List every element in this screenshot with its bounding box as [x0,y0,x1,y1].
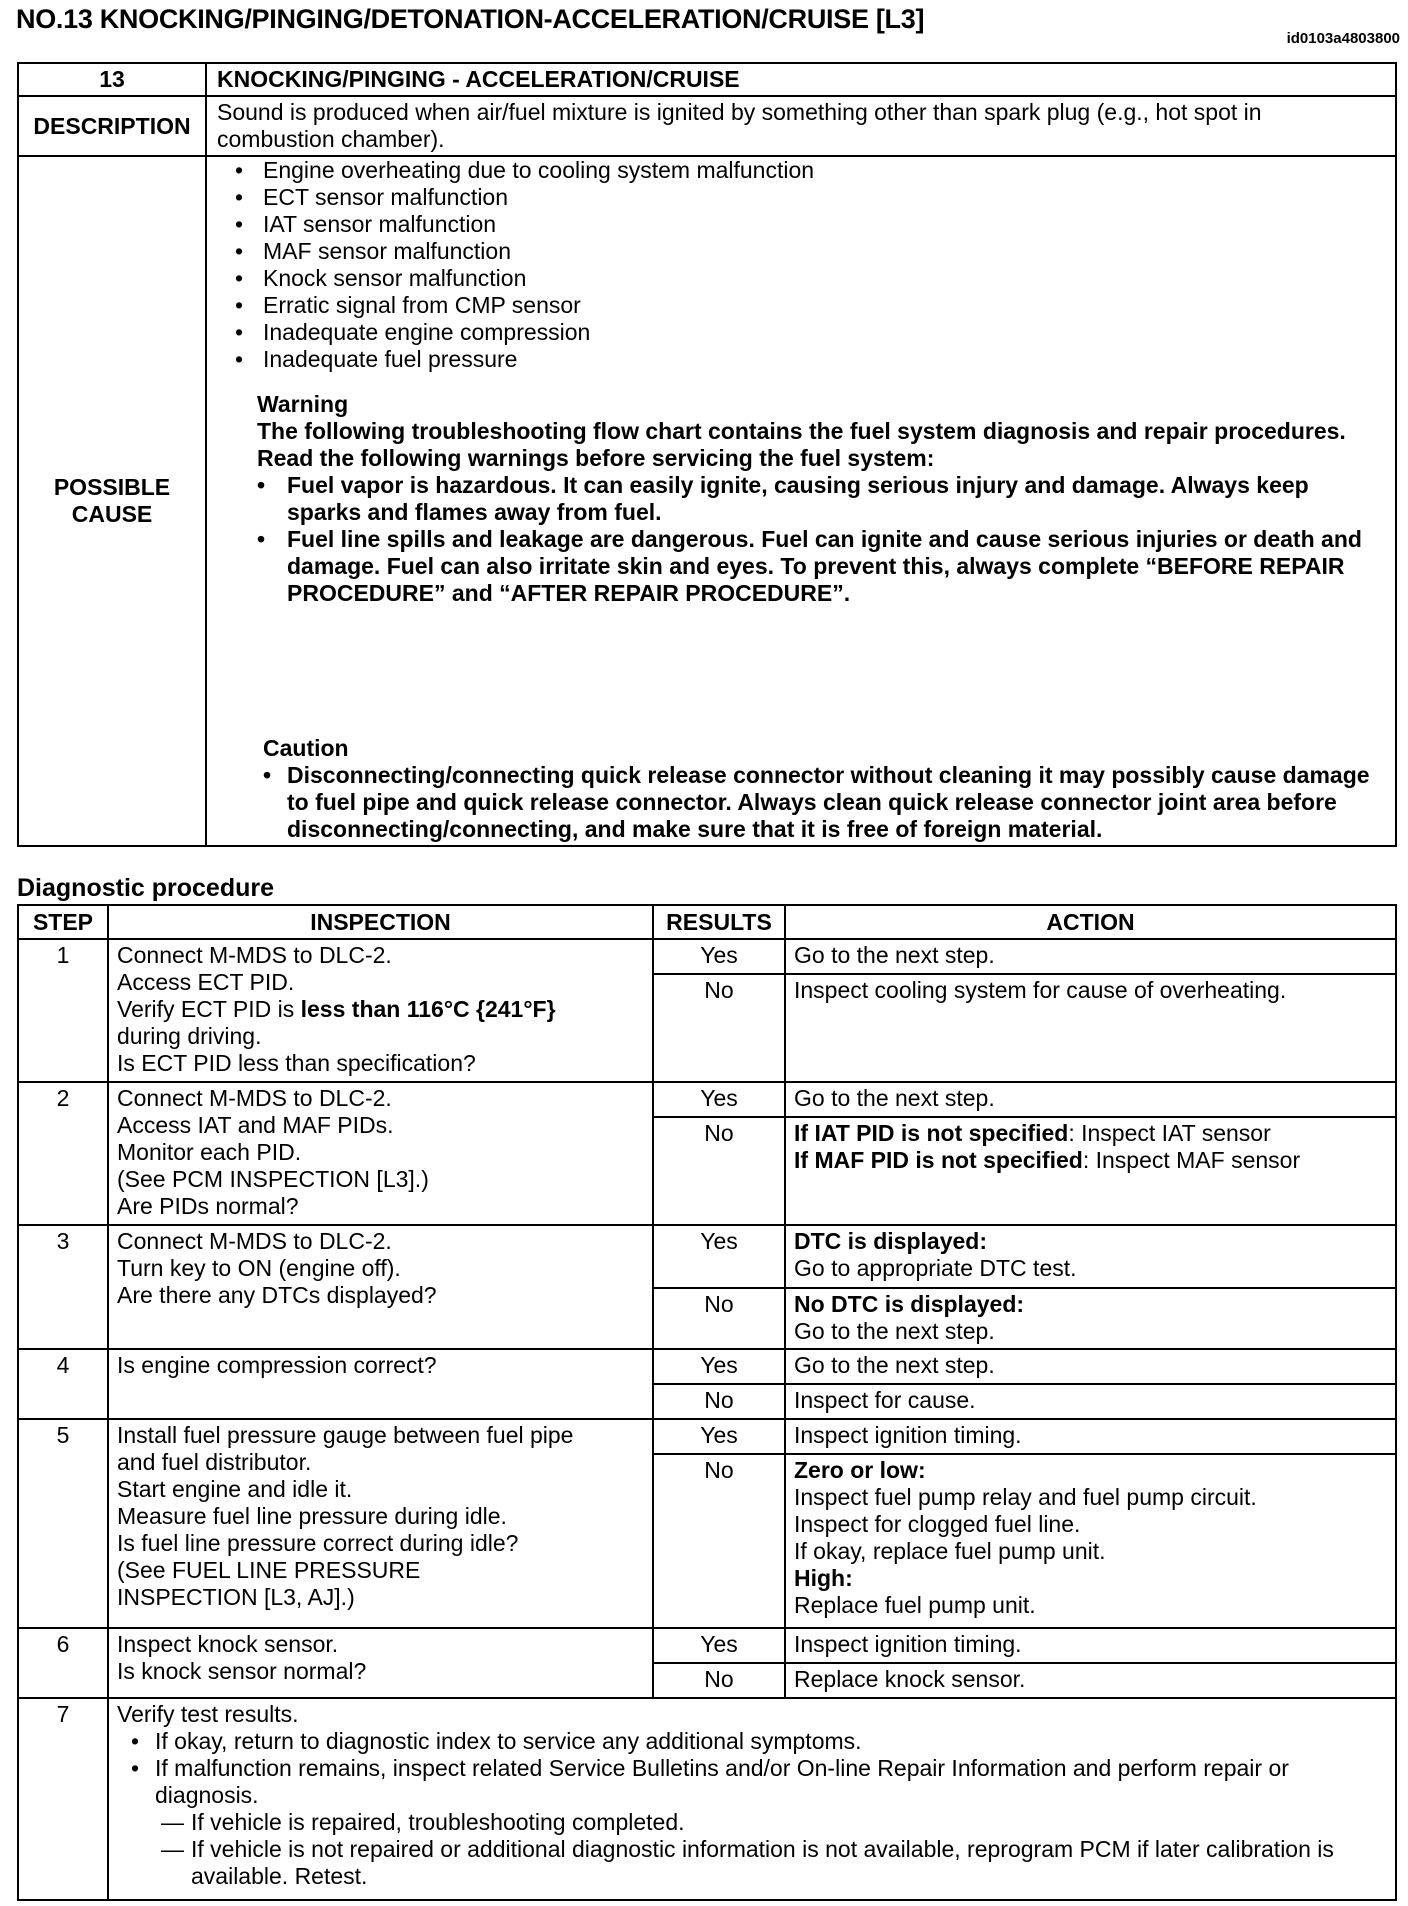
inspection-line: (See PCM INSPECTION [L3].) [117,1166,429,1192]
action-text: If okay, replace fuel pump unit. [794,1538,1106,1564]
step-number: 1 [18,939,108,1082]
result-no: No [653,1663,785,1698]
symptom-summary-table [17,62,1397,847]
action-yes: Go to the next step. [785,1349,1396,1384]
column-header-action: ACTION [785,905,1396,939]
inspection-line: Connect M-MDS to DLC-2. [117,942,392,968]
inspection-line: Are PIDs normal? [117,1193,299,1219]
inspection-line [117,996,644,1023]
step-number: 7 [18,1698,108,1900]
step-inspection [108,1698,1396,1900]
inspection-line: during driving. [117,1023,262,1049]
action-no: Inspect cooling system for cause of overheating. [785,974,1396,1082]
result-no: No [653,1288,785,1349]
inspection-line: INSPECTION [L3, AJ].) [117,1584,355,1610]
caution-title: Caution [263,735,349,761]
inspection-line: Access ECT PID. [117,969,295,995]
column-header-results: RESULTS [653,905,785,939]
result-no: No [653,974,785,1082]
action-text: Inspect for clogged fuel line. [794,1511,1081,1537]
action-condition: No DTC is displayed: [794,1291,1025,1317]
inspection-line: Inspect knock sensor. [117,1631,339,1657]
step-number: 3 [18,1225,108,1349]
result-no: No [653,1454,785,1628]
step-number: 6 [18,1628,108,1698]
action-no: Inspect for cause. [785,1384,1396,1419]
list-item: • MAF sensor malfunction [231,238,1385,265]
action-yes: Inspect ignition timing. [785,1419,1396,1454]
cause-list [231,157,1385,373]
result-no: No [653,1117,785,1225]
step-inspection [108,939,653,1082]
sub-list-item: — If vehicle is repaired, troubleshooting completed. [161,1809,1387,1836]
inspection-text: Verify ECT PID is [117,996,301,1022]
list-item: • ECT sensor malfunction [231,184,1385,211]
warning-bullet: • Fuel line spills and leakage are dangerous. Fuel can ignite and cause serious injuries or death and damage. Fuel can also irritate skin and eyes. To prevent this, always complete “BEFORE REPAIR PROCEDURE” and “AFTER REPAIR PROCEDURE”. [257,526,1385,607]
diagnostic-procedure-title: Diagnostic procedure [17,874,274,902]
action-condition: If IAT PID is not specified [794,1120,1069,1146]
action-yes: Go to the next step. [785,1082,1396,1117]
action-text: Go to appropriate DTC test. [794,1255,1077,1281]
list-item: • If okay, return to diagnostic index to service any additional symptoms. [127,1728,1387,1755]
action-text: Inspect fuel pump relay and fuel pump circuit. [794,1484,1257,1510]
list-item-text: If malfunction remains, inspect related Service Bulletins and/or On-line Repair Information and perform repair or diagnosis. [155,1755,1289,1808]
inspection-line: Connect M-MDS to DLC-2. [117,1228,392,1254]
result-yes: Yes [653,1628,785,1663]
sub-list-item: — If vehicle is not repaired or additional diagnostic information is not available, reprogram PCM if later calibration is available. Retest. [161,1836,1387,1890]
list-item [127,1755,1387,1890]
action-yes: Go to the next step. [785,939,1396,974]
action-condition: High: [794,1565,853,1591]
step-inspection [108,1349,653,1419]
description-text: Sound is produced when air/fuel mixture is ignited by something other than spark plug (e.g., hot spot in combustion chamber). [206,96,1396,156]
list-item: • Erratic signal from CMP sensor [231,292,1385,319]
result-no: No [653,1384,785,1419]
list-item: • Knock sensor malfunction [231,265,1385,292]
possible-cause-label: POSSIBLE CAUSE [18,156,206,846]
result-yes: Yes [653,1225,785,1288]
action-line [794,1120,1387,1147]
action-text: Replace fuel pump unit. [794,1592,1036,1618]
inspection-line: Are there any DTCs displayed? [117,1282,437,1308]
action-no [785,1288,1396,1349]
action-no [785,1117,1396,1225]
inspection-line: Turn key to ON (engine off). [117,1255,401,1281]
description-label: DESCRIPTION [18,96,206,156]
page-title: NO.13 KNOCKING/PINGING/DETONATION-ACCELERATION/CRUISE [L3] [16,4,925,34]
list-item: • IAT sensor malfunction [231,211,1385,238]
inspection-spec: less than 116°C {241°F} [300,996,556,1022]
action-no [785,1454,1396,1628]
action-line [794,1147,1387,1174]
symptom-heading: KNOCKING/PINGING - ACCELERATION/CRUISE [206,63,1396,96]
column-header-inspection: INSPECTION [108,905,653,939]
possible-cause-cell [206,156,1396,846]
inspection-line: Is fuel line pressure correct during idle? [117,1530,519,1556]
warning-title: Warning [257,391,349,417]
result-yes: Yes [653,1419,785,1454]
inspection-line: Connect M-MDS to DLC-2. [117,1085,392,1111]
inspection-line: Install fuel pressure gauge between fuel pipe [117,1422,574,1448]
action-condition: If MAF PID is not specified [794,1147,1083,1173]
inspection-line: Is engine compression correct? [117,1352,437,1378]
document-id: id0103a4803800 [1286,30,1400,47]
action-text: : Inspect IAT sensor [1068,1120,1271,1146]
warning-block [257,391,1385,607]
step-number: 5 [18,1419,108,1628]
inspection-line: and fuel distributor. [117,1449,312,1475]
result-yes: Yes [653,1349,785,1384]
step-number: 2 [18,1082,108,1225]
result-yes: Yes [653,939,785,974]
warning-text: The following troubleshooting flow chart contains the fuel system diagnosis and repair procedures. Read the following warnings before servicing the fuel system: [257,418,1346,471]
caution-block [263,735,1385,843]
inspection-line: Verify test results. [117,1701,299,1727]
caution-bullet: • Disconnecting/connecting quick release connector without cleaning it may possibly cause damage to fuel pipe and quick release connector. Always clean quick release connector joint area before disconnecting/connecting, and make sure that it is free of foreign material. [263,762,1385,843]
step-inspection [108,1419,653,1628]
symptom-number: 13 [18,63,206,96]
warning-bullet: • Fuel vapor is hazardous. It can easily ignite, causing serious injury and damage. Always keep sparks and flames away from fuel. [257,472,1385,526]
step-inspection [108,1225,653,1349]
inspection-line: Is ECT PID less than specification? [117,1050,476,1076]
column-header-step: STEP [18,905,108,939]
action-yes: Inspect ignition timing. [785,1628,1396,1663]
list-item: • Engine overheating due to cooling system malfunction [231,157,1385,184]
step-inspection [108,1628,653,1698]
inspection-line: Access IAT and MAF PIDs. [117,1112,394,1138]
result-yes: Yes [653,1082,785,1117]
list-item: • Inadequate engine compression [231,319,1385,346]
action-text: Go to the next step. [794,1318,995,1344]
diagnostic-procedure-table [17,904,1397,1901]
inspection-line: (See FUEL LINE PRESSURE [117,1557,421,1583]
action-condition: Zero or low: [794,1457,926,1483]
action-yes [785,1225,1396,1288]
inspection-line: Measure fuel line pressure during idle. [117,1503,507,1529]
inspection-line: Start engine and idle it. [117,1476,353,1502]
action-condition: DTC is displayed: [794,1228,987,1254]
step-inspection [108,1082,653,1225]
inspection-line: Is knock sensor normal? [117,1658,367,1684]
list-item: • Inadequate fuel pressure [231,346,1385,373]
action-no: Replace knock sensor. [785,1663,1396,1698]
inspection-line: Monitor each PID. [117,1139,302,1165]
step-number: 4 [18,1349,108,1419]
action-text: : Inspect MAF sensor [1082,1147,1301,1173]
